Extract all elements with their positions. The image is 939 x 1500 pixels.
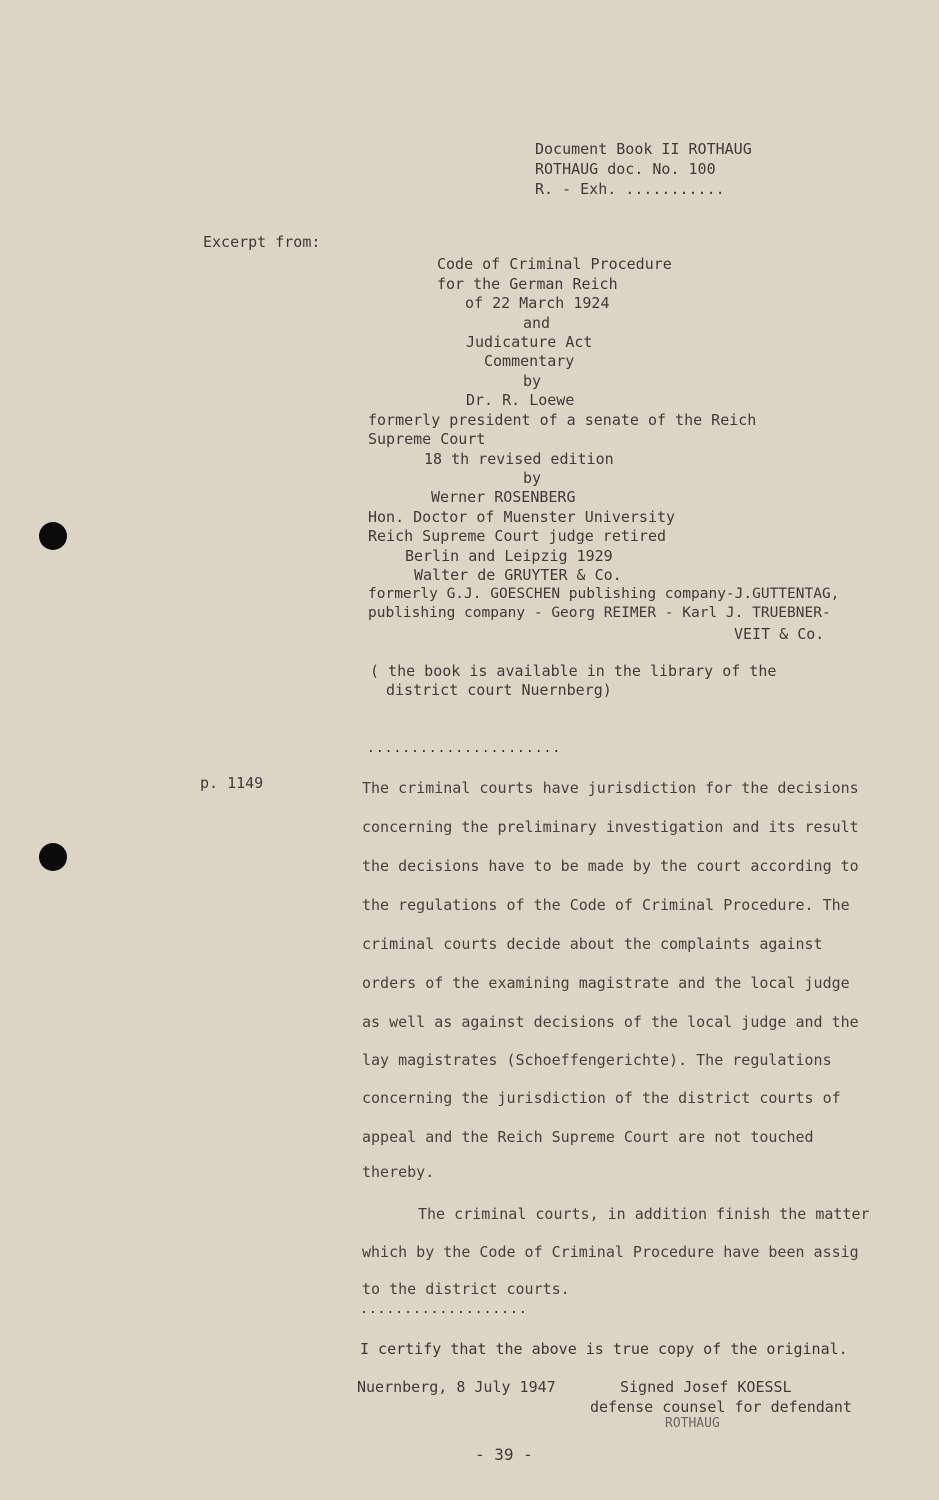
citation-and: and: [523, 314, 551, 332]
paragraph-line: The criminal courts, in addition finish the matter: [418, 1205, 870, 1223]
signature-role: defense counsel for defendant: [590, 1398, 852, 1416]
paragraph-line: lay magistrates (Schoeffengerichte). The regulations: [362, 1051, 832, 1069]
paragraph-line: appeal and the Reich Supreme Court are not touched: [362, 1128, 814, 1146]
citation-publisher-desc3: VEIT & Co.: [734, 625, 825, 643]
citation-author-desc2: Supreme Court: [368, 430, 486, 448]
paragraph-line: to the district courts.: [362, 1280, 570, 1298]
citation-editor: Werner ROSENBERG: [431, 488, 576, 506]
paragraph-line: concerning the preliminary investigation and its result: [362, 818, 859, 836]
citation-edition: 18 th revised edition: [424, 450, 614, 468]
citation-publisher-desc2: publishing company - Georg REIMER - Karl J. TRUEBNER-: [368, 605, 831, 621]
place-date: Nuernberg, 8 July 1947: [357, 1378, 556, 1396]
citation-author-desc1: formerly president of a senate of the Reich: [368, 411, 757, 429]
paragraph-line: criminal courts decide about the complaints against: [362, 935, 823, 953]
citation-publisher: Walter de GRUYTER & Co.: [414, 566, 622, 584]
paragraph-line: The criminal courts have jurisdiction for the decisions: [362, 779, 859, 797]
citation-place: Berlin and Leipzig 1929: [405, 547, 613, 565]
citation-title3: of 22 March 1924: [465, 294, 610, 312]
citation-title4: Judicature Act: [466, 333, 593, 351]
exhibit-line: R. - Exh. ...........: [535, 180, 725, 198]
citation-editor-desc2: Reich Supreme Court judge retired: [368, 527, 667, 545]
citation-by2: by: [523, 469, 542, 487]
paragraph-line: as well as against decisions of the local judge and the: [362, 1013, 859, 1031]
document-book-line: Document Book II ROTHAUG: [535, 140, 752, 158]
excerpt-label: Excerpt from:: [203, 233, 321, 251]
availability-note1: ( the book is available in the library of the: [370, 662, 777, 680]
citation-title2: for the German Reich: [437, 275, 618, 293]
page-reference: p. 1149: [200, 774, 264, 792]
citation-publisher-desc1: formerly G.J. GOESCHEN publishing company-J.GUTTENTAG,: [368, 586, 840, 602]
certification-statement: I certify that the above is true copy of the original.: [360, 1340, 848, 1358]
paragraph-line: the regulations of the Code of Criminal Procedure. The: [362, 896, 850, 914]
doc-number-line: ROTHAUG doc. No. 100: [535, 160, 716, 178]
citation-by1: by: [523, 372, 542, 390]
citation-title1: Code of Criminal Procedure: [437, 255, 672, 273]
signature-line: Signed Josef KOESSL: [620, 1378, 792, 1396]
paragraph-line: concerning the jurisdiction of the district courts of: [362, 1089, 841, 1107]
paragraph-line: which by the Code of Criminal Procedure have been assig: [362, 1243, 859, 1261]
paragraph-line: orders of the examining magistrate and the local judge: [362, 974, 850, 992]
citation-editor-desc1: Hon. Doctor of Muenster University: [368, 508, 676, 526]
citation-author: Dr. R. Loewe: [466, 391, 575, 409]
separator-dots: ......................: [367, 741, 562, 756]
paragraph-line: thereby.: [362, 1163, 435, 1181]
signature-defendant: ROTHAUG: [665, 1416, 720, 1431]
citation-commentary: Commentary: [484, 352, 575, 370]
separator-dots: ...................: [360, 1302, 528, 1317]
punch-hole: [39, 522, 67, 550]
availability-note2: district court Nuernberg): [386, 681, 612, 699]
punch-hole: [39, 843, 67, 871]
page-number: - 39 -: [475, 1445, 533, 1464]
paragraph-line: the decisions have to be made by the court according to: [362, 857, 859, 875]
